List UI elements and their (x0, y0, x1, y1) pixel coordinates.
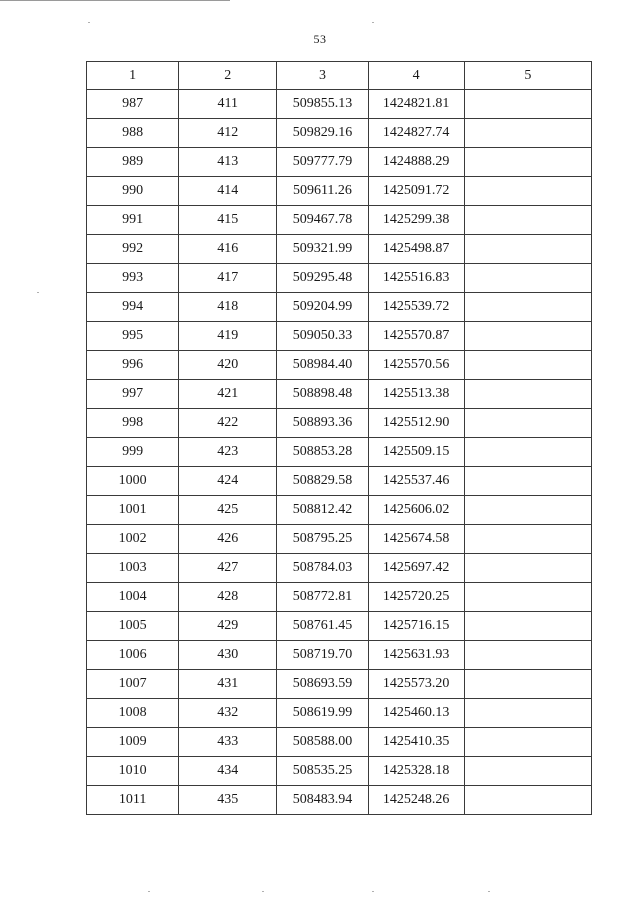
table-cell-col-3: 508893.36 (277, 409, 368, 438)
table-cell-col-4: 1425537.46 (368, 467, 464, 496)
table-cell-col-2: 428 (179, 583, 277, 612)
table-cell-col-3: 509855.13 (277, 90, 368, 119)
table-cell-col-5 (464, 206, 591, 235)
table-cell-col-1: 1010 (87, 757, 179, 786)
table-cell-col-1: 1007 (87, 670, 179, 699)
table-cell-col-1: 995 (87, 322, 179, 351)
table-cell-col-4: 1425720.25 (368, 583, 464, 612)
table-cell-col-2: 411 (179, 90, 277, 119)
table-cell-col-5 (464, 699, 591, 728)
table-cell-col-5 (464, 496, 591, 525)
table-cell-col-4: 1425460.13 (368, 699, 464, 728)
scan-speck (37, 292, 39, 293)
table-cell-col-1: 1004 (87, 583, 179, 612)
table-cell-col-4: 1425570.56 (368, 351, 464, 380)
scan-speck (372, 22, 374, 23)
table-cell-col-5 (464, 293, 591, 322)
table-cell-col-1: 992 (87, 235, 179, 264)
table-cell-col-5 (464, 409, 591, 438)
table-cell-col-4: 1425091.72 (368, 177, 464, 206)
table-cell-col-4: 1425498.87 (368, 235, 464, 264)
table-cell-col-1: 993 (87, 264, 179, 293)
table-row (87, 467, 592, 496)
table-cell-col-5 (464, 670, 591, 699)
table-cell-col-4: 1425697.42 (368, 554, 464, 583)
table-cell-col-5 (464, 583, 591, 612)
table-cell-col-2: 431 (179, 670, 277, 699)
table-cell-col-1: 987 (87, 90, 179, 119)
table-row (87, 525, 592, 554)
table-cell-col-4: 1424827.74 (368, 119, 464, 148)
table-cell-col-3: 509321.99 (277, 235, 368, 264)
table-cell-col-2: 417 (179, 264, 277, 293)
table-cell-col-2: 420 (179, 351, 277, 380)
table-cell-col-3: 509204.99 (277, 293, 368, 322)
table-row (87, 786, 592, 815)
column-header-1: 1 (87, 62, 179, 90)
table-cell-col-1: 989 (87, 148, 179, 177)
table-row (87, 670, 592, 699)
table-cell-col-1: 991 (87, 206, 179, 235)
table-cell-col-1: 1003 (87, 554, 179, 583)
table-cell-col-3: 508829.58 (277, 467, 368, 496)
table-cell-col-1: 1000 (87, 467, 179, 496)
table-row (87, 409, 592, 438)
table-cell-col-1: 988 (87, 119, 179, 148)
table-row (87, 293, 592, 322)
table-cell-col-3: 508853.28 (277, 438, 368, 467)
table-row (87, 235, 592, 264)
table-cell-col-5 (464, 525, 591, 554)
column-header-3: 3 (277, 62, 368, 90)
table-row (87, 322, 592, 351)
table-cell-col-3: 509467.78 (277, 206, 368, 235)
table-cell-col-1: 999 (87, 438, 179, 467)
scan-speck (88, 22, 90, 23)
table-cell-col-5 (464, 119, 591, 148)
table-cell-col-2: 435 (179, 786, 277, 815)
scan-border-line (0, 0, 230, 1)
table-cell-col-2: 433 (179, 728, 277, 757)
table-cell-col-3: 508812.42 (277, 496, 368, 525)
column-header-2: 2 (179, 62, 277, 90)
table-body (87, 90, 592, 815)
table-cell-col-3: 508784.03 (277, 554, 368, 583)
table-cell-col-4: 1425539.72 (368, 293, 464, 322)
table-cell-col-5 (464, 728, 591, 757)
table-cell-col-2: 419 (179, 322, 277, 351)
table-cell-col-1: 1005 (87, 612, 179, 641)
table-cell-col-1: 1011 (87, 786, 179, 815)
table-row (87, 438, 592, 467)
table-cell-col-2: 416 (179, 235, 277, 264)
table-cell-col-5 (464, 322, 591, 351)
table-row (87, 90, 592, 119)
table-cell-col-2: 427 (179, 554, 277, 583)
table-cell-col-3: 508619.99 (277, 699, 368, 728)
coordinates-table (86, 61, 592, 815)
table-cell-col-5 (464, 351, 591, 380)
table-row (87, 264, 592, 293)
table-cell-col-2: 415 (179, 206, 277, 235)
scan-speck (262, 891, 264, 892)
table-cell-col-3: 508588.00 (277, 728, 368, 757)
table-row (87, 757, 592, 786)
table-cell-col-5 (464, 467, 591, 496)
table-cell-col-2: 414 (179, 177, 277, 206)
table-cell-col-3: 508693.59 (277, 670, 368, 699)
table-cell-col-3: 509611.26 (277, 177, 368, 206)
table-cell-col-4: 1425631.93 (368, 641, 464, 670)
table-cell-col-5 (464, 90, 591, 119)
table-cell-col-1: 1002 (87, 525, 179, 554)
table-cell-col-4: 1425516.83 (368, 264, 464, 293)
table-cell-col-3: 508984.40 (277, 351, 368, 380)
table-cell-col-2: 434 (179, 757, 277, 786)
table-cell-col-3: 508761.45 (277, 612, 368, 641)
table-cell-col-2: 432 (179, 699, 277, 728)
table-row (87, 699, 592, 728)
scan-speck (372, 891, 374, 892)
table-cell-col-5 (464, 641, 591, 670)
table-cell-col-5 (464, 786, 591, 815)
table-row (87, 641, 592, 670)
table-cell-col-1: 1006 (87, 641, 179, 670)
table-cell-col-2: 425 (179, 496, 277, 525)
table-cell-col-4: 1424821.81 (368, 90, 464, 119)
table-cell-col-2: 421 (179, 380, 277, 409)
table-row (87, 351, 592, 380)
table-row (87, 119, 592, 148)
table-cell-col-4: 1425716.15 (368, 612, 464, 641)
table-cell-col-1: 996 (87, 351, 179, 380)
table-cell-col-4: 1425606.02 (368, 496, 464, 525)
page-number: 53 (313, 32, 327, 46)
scan-speck (488, 891, 490, 892)
table-cell-col-5 (464, 264, 591, 293)
table-cell-col-1: 1001 (87, 496, 179, 525)
table-cell-col-1: 1008 (87, 699, 179, 728)
table-cell-col-5 (464, 554, 591, 583)
table-row (87, 380, 592, 409)
table-cell-col-4: 1425509.15 (368, 438, 464, 467)
table-cell-col-3: 509829.16 (277, 119, 368, 148)
table-cell-col-4: 1425674.58 (368, 525, 464, 554)
table-row (87, 554, 592, 583)
table-cell-col-4: 1425512.90 (368, 409, 464, 438)
table-cell-col-1: 990 (87, 177, 179, 206)
table-cell-col-5 (464, 177, 591, 206)
scan-speck (148, 891, 150, 892)
table-cell-col-2: 429 (179, 612, 277, 641)
table-header (87, 62, 592, 90)
table-cell-col-5 (464, 757, 591, 786)
table-cell-col-5 (464, 438, 591, 467)
table-cell-col-4: 1425410.35 (368, 728, 464, 757)
table-cell-col-2: 430 (179, 641, 277, 670)
table-cell-col-1: 998 (87, 409, 179, 438)
table-cell-col-3: 508772.81 (277, 583, 368, 612)
table-cell-col-2: 413 (179, 148, 277, 177)
column-header-5: 5 (464, 62, 591, 90)
table-row (87, 728, 592, 757)
table-row (87, 496, 592, 525)
table-cell-col-3: 509050.33 (277, 322, 368, 351)
column-header-4: 4 (368, 62, 464, 90)
table-cell-col-2: 412 (179, 119, 277, 148)
table-cell-col-3: 509295.48 (277, 264, 368, 293)
table-cell-col-3: 508795.25 (277, 525, 368, 554)
table-cell-col-3: 508719.70 (277, 641, 368, 670)
table-cell-col-1: 997 (87, 380, 179, 409)
table-row (87, 148, 592, 177)
table-cell-col-5 (464, 612, 591, 641)
table-row (87, 206, 592, 235)
table-cell-col-2: 423 (179, 438, 277, 467)
table-cell-col-5 (464, 380, 591, 409)
table-row (87, 612, 592, 641)
table-row (87, 177, 592, 206)
table-cell-col-4: 1424888.29 (368, 148, 464, 177)
table-cell-col-3: 509777.79 (277, 148, 368, 177)
table-cell-col-2: 424 (179, 467, 277, 496)
table-cell-col-4: 1425570.87 (368, 322, 464, 351)
table-cell-col-1: 1009 (87, 728, 179, 757)
table-cell-col-3: 508483.94 (277, 786, 368, 815)
table-cell-col-3: 508898.48 (277, 380, 368, 409)
table-cell-col-4: 1425573.20 (368, 670, 464, 699)
header-row (87, 62, 592, 90)
table-cell-col-3: 508535.25 (277, 757, 368, 786)
table-cell-col-4: 1425248.26 (368, 786, 464, 815)
table-cell-col-2: 422 (179, 409, 277, 438)
table-cell-col-1: 994 (87, 293, 179, 322)
table-cell-col-4: 1425299.38 (368, 206, 464, 235)
table-row (87, 583, 592, 612)
table-cell-col-4: 1425513.38 (368, 380, 464, 409)
table-cell-col-5 (464, 148, 591, 177)
table-cell-col-2: 418 (179, 293, 277, 322)
table-cell-col-4: 1425328.18 (368, 757, 464, 786)
table-cell-col-5 (464, 235, 591, 264)
table-cell-col-2: 426 (179, 525, 277, 554)
